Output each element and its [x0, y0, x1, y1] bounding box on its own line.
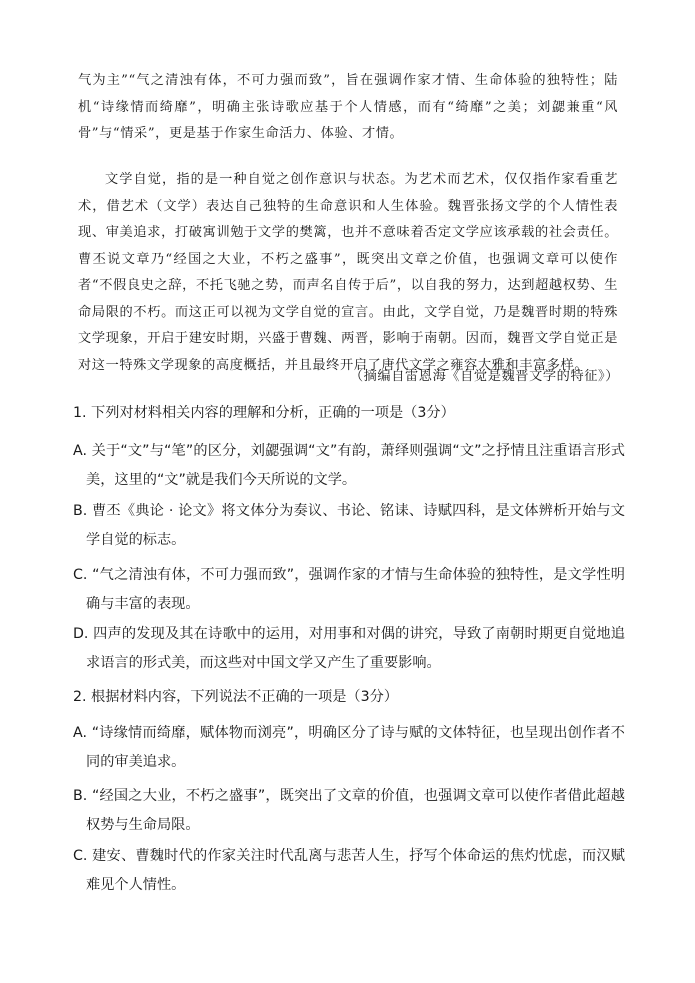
option-text: C. “气之清浊有体，不可力强而致”，强调作家的才情与生命体验的独特性，是文学性明确与丰富的表现。 [73, 567, 625, 612]
question-1-option-b [73, 497, 625, 554]
question-2-stem: 2. 根据材料内容，下列说法不正确的一项是（3分） [73, 689, 399, 705]
question-2-option-b [73, 782, 625, 839]
passage-paragraph-1: 气为主”“气之清浊有体，不可力强而致”，旨在强调作家才情、生命体验的独特性；陆机“诗缘情而绮靡”，明确主张诗歌应基于个人情感，而有“绮靡”之美；刘勰兼重“风骨”与“情采”，更是基于作家生命活力、体验、才情。 [78, 73, 618, 141]
question-1-option-d [73, 620, 625, 677]
option-text: A. “诗缘情而绮靡，赋体物而浏亮”，明确区分了诗与赋的文体特征，也呈现出创作者不同的审美追求。 [73, 725, 625, 770]
option-text: D. 四声的发现及其在诗歌中的运用，对用事和对偶的讲究，导致了南朝时期更自觉地追求语言的形式美，而这些对中国文学又产生了重要影响。 [73, 626, 625, 671]
option-text: B. 曹丕《典论 · 论文》将文体分为奏议、书论、铭诔、诗赋四科，是文体辨析开始与文学自觉的标志。 [73, 503, 625, 548]
question-1-option-c [73, 561, 625, 618]
question-1-stem: 1. 下列对材料相关内容的理解和分析，正确的一项是（3分） [73, 405, 455, 421]
passage-paragraph-2: 文学自觉，指的是一种自觉之创作意识与状态。为艺术而艺术，仅仅指作家看重艺术，借艺术（文学）表达自己独特的生命意识和人生体验。魏晋张扬文学的个人情性表现、审美追求，打破寓训勉于文学的樊篱，也并不意味着否定文学应该承载的社会责任。曹丕说文章乃“经国之大业，不朽之盛事”，既突出文章之价值，也强调文章可以使作者“不假良史之辞，不托飞驰之势，而声名自传于后”，以自我的努力，达到超越权势、生命局限的不朽。而这正可以视为文学自觉的宣言。由此，文学自觉，乃是魏晋时期的特殊文学现象，开启于建安时期，兴盛于曹魏、两晋，影响于南朝。因而，魏晋文学自觉正是对这一特殊文学现象的高度概括，并且最终开启了唐代文学之雍容大雅和丰富多样。 [78, 172, 618, 373]
option-text: A. 关于“文”与“笔”的区分，刘勰强调“文”有韵，萧绎则强调“文”之抒情且注重语言形式美，这里的“文”就是我们今天所说的文学。 [73, 443, 625, 488]
question-2-option-c [73, 842, 625, 899]
question-2-option-a [73, 719, 625, 776]
option-text: C. 建安、曹魏时代的作家关注时代乱离与悲苦人生，抒写个体命运的焦灼忧虑，而汉赋难见个人情性。 [73, 848, 625, 893]
option-text: B. “经国之大业，不朽之盛事”，既突出了文章的价值，也强调文章可以使作者借此超越权势与生命局限。 [73, 788, 625, 833]
passage-source-citation: （摘编自雷恩海《自觉是魏晋文学的特征》） [349, 369, 619, 384]
question-1-option-a [73, 437, 625, 494]
